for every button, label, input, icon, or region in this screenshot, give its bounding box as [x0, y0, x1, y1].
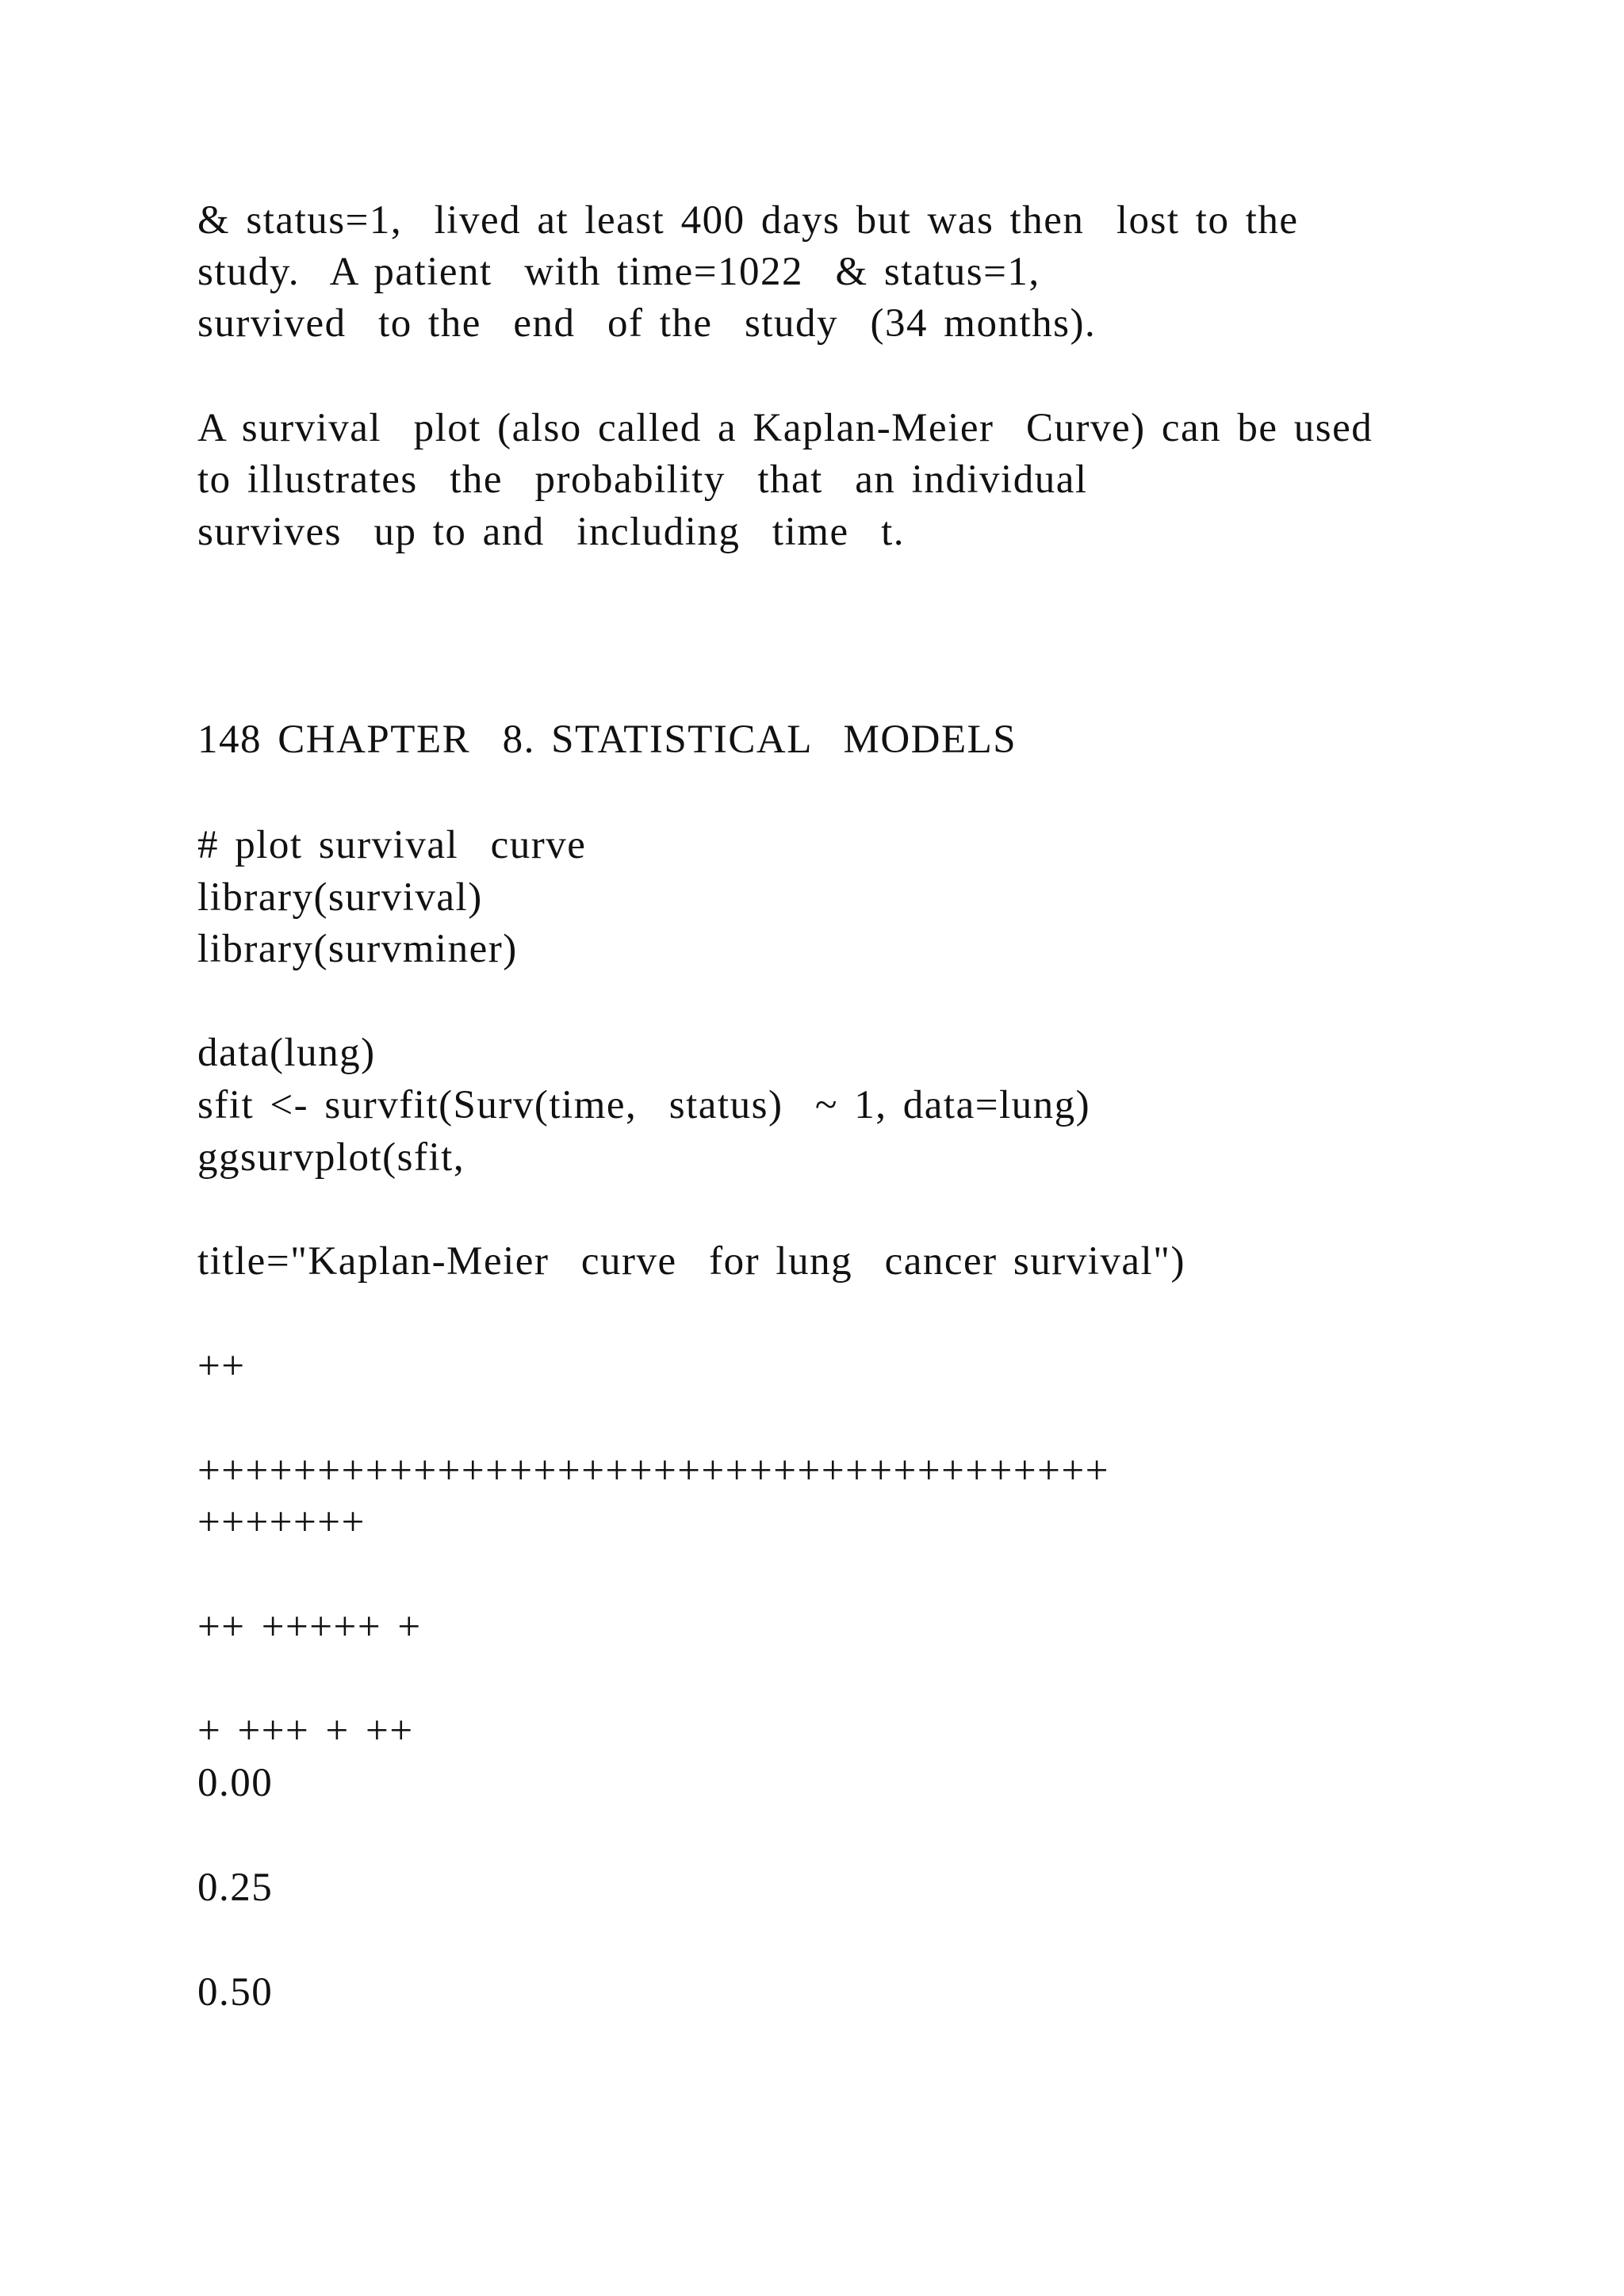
paragraph-1-line-2: study. A patient with time=1022 & status=1,: [197, 250, 1040, 294]
paragraph-1-line-3: survived to the end of the study (34 months).: [197, 301, 1097, 346]
axis-tick-label: 0.00: [197, 1761, 274, 1805]
code-sfit: sfit <- survfit(Surv(time, status) ~ 1, data=lung): [197, 1083, 1091, 1127]
paragraph-2-line-3: survives up to and including time t.: [197, 510, 905, 554]
paragraph-1-line-1: & status=1, lived at least 400 days but was then lost to the: [197, 198, 1299, 243]
paragraph-2-line-1: A survival plot (also called a Kaplan-Meier Curve) can be used: [197, 406, 1373, 450]
code-title-argument: title="Kaplan-Meier curve for lung cancer survival"): [197, 1239, 1185, 1284]
code-library-survival: library(survival): [197, 875, 483, 920]
paragraph-2-line-2: to illustrates the probability that an individual: [197, 457, 1088, 502]
plot-censor-marks-3: +++++++: [197, 1500, 366, 1544]
plot-censor-marks-5: + +++ + ++: [197, 1709, 414, 1753]
chapter-header: 148 CHAPTER 8. STATISTICAL MODELS: [197, 718, 1017, 762]
code-comment: # plot survival curve: [197, 823, 587, 867]
axis-tick-label: 0.50: [197, 1970, 274, 2015]
plot-censor-marks-1: ++: [197, 1344, 246, 1388]
code-library-survminer: library(survminer): [197, 927, 518, 971]
plot-censor-marks-4: ++ +++++ +: [197, 1605, 422, 1649]
code-data-lung: data(lung): [197, 1031, 376, 1075]
code-ggsurvplot: ggsurvplot(sfit,: [197, 1135, 465, 1180]
axis-tick-label: 0.25: [197, 1866, 274, 1910]
plot-censor-marks-2: ++++++++++++++++++++++++++++++++++++++: [197, 1448, 1109, 1493]
